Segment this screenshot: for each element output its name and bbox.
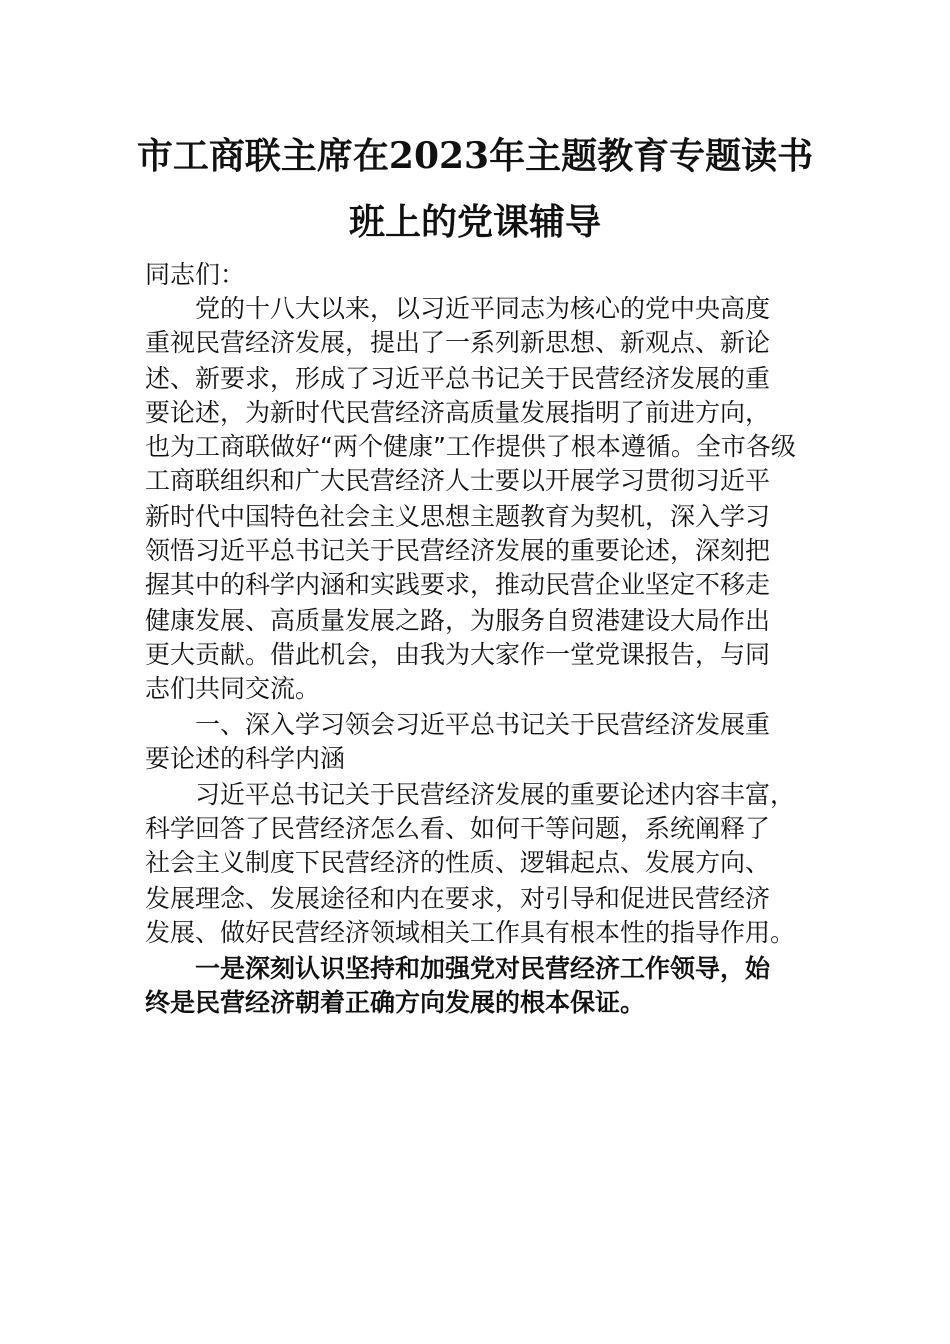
paragraph-line: 发展、做好民营经济领域相关工作具有根本性的指导作用。 [145, 918, 796, 947]
paragraph-line: 握其中的科学内涵和实践要求，推动民营企业坚定不移走 [145, 570, 771, 599]
paragraph-line: 工商联组织和广大民营经济人士要以开展学习贯彻习近平 [145, 466, 771, 495]
paragraph-line: 也为工商联做好“两个健康”工作提供了根本遵循。全市各级 [145, 432, 796, 461]
paragraph-line: 习近平总书记关于民营经济发展的重要论述内容丰富， [195, 780, 796, 809]
bold-point-line: 一是深刻认识坚持和加强党对民营经济工作领导，始 [195, 954, 771, 983]
paragraph-line: 发展理念、发展途径和内在要求，对引导和促进民营经济 [145, 884, 771, 913]
paragraph-line: 社会主义制度下民营经济的性质、逻辑起点、发展方向、 [145, 848, 771, 877]
paragraph-line: 党的十八大以来，以习近平同志为核心的党中央高度 [195, 294, 771, 323]
bold-point-line: 终是民营经济朝着正确方向发展的根本保证。 [145, 988, 646, 1017]
paragraph-line: 领悟习近平总书记关于民营经济发展的重要论述，深刻把 [145, 536, 771, 565]
document-title-line-1: 市工商联主席在2023年主题教育专题读书 [136, 135, 814, 177]
paragraph-line: 志们共同交流。 [145, 674, 321, 703]
paragraph-line: 述、新要求，形成了习近平总书记关于民营经济发展的重 [145, 364, 771, 393]
document-title-line-2: 班上的党课辅导 [348, 201, 601, 243]
section-heading-line: 一、深入学习领会习近平总书记关于民营经济发展重 [195, 710, 771, 739]
paragraph-line: 健康发展、高质量发展之路，为服务自贸港建设大局作出 [145, 606, 771, 635]
section-heading-line: 要论述的科学内涵 [145, 744, 346, 773]
paragraph-line: 重视民营经济发展，提出了一系列新思想、新观点、新论 [145, 328, 771, 357]
salutation: 同志们： [145, 260, 246, 289]
paragraph-line: 要论述，为新时代民营经济高质量发展指明了前进方向， [145, 398, 771, 427]
paragraph-line: 更大贡献。借此机会，由我为大家作一堂党课报告，与同 [145, 640, 771, 669]
paragraph-line: 科学回答了民营经济怎么看、如何干等问题，系统阐释了 [145, 814, 771, 843]
paragraph-line: 新时代中国特色社会主义思想主题教育为契机，深入学习 [145, 502, 771, 531]
